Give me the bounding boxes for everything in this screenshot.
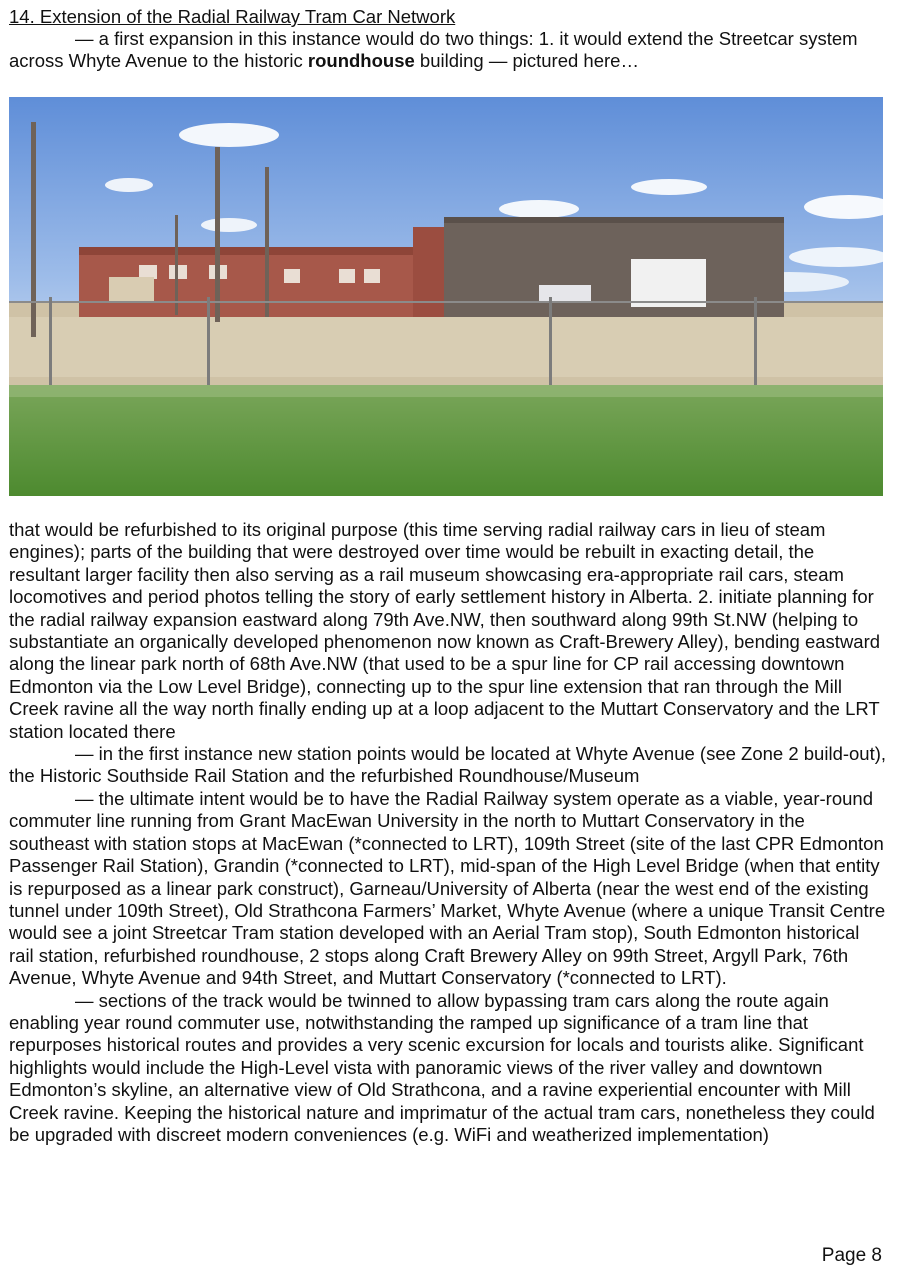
intro-text-end: building — pictured here… <box>414 50 639 72</box>
intro-paragraph <box>9 28 887 73</box>
page-header <box>9 6 887 73</box>
bullet-station-points <box>9 743 889 788</box>
bullet-commuter-line <box>9 788 889 990</box>
page-number: Page 8 <box>821 1245 882 1266</box>
body-text <box>9 519 889 1146</box>
bullet-twinned-track <box>9 990 889 1147</box>
body-paragraph: that would be refurbished to its original purpose (this time serving radial railway cars in lieu of steam engines); parts of the building that were destroyed over time would be rebuilt in exacting detail, the resultant larger facility then also serving as a rail museum showcasing era-appropriate rail cars, steam locomotives and period photos telling the story of early settlement history in Alberta. 2. initiate planning for the radial railway expansion eastward along 79th Ave.NW, then southward along 99th St.NW (helping to substantiate an organically developed phenomenon now known as Craft-Brewery Alley), bending eastward along the linear park north of 68th Ave.NW (that used to be a spur line for CP rail accessing downtown Edmonton via the Low Level Bridge), connecting up to the spur line extension that ran through the Mill Creek ravine all the way north finally ending up at a loop adjacent to the Muttart Conservatory and the LRT station located there <box>9 519 881 742</box>
section-heading: 14. Extension of the Radial Railway Tram Car Network <box>9 6 456 27</box>
bullet-text: — the ultimate intent would be to have the Radial Railway system operate as a viable, year-round commuter line running from Grant MacEwan University in the north to Muttart Conservatory in the southeast with station stops at MacEwan (*connected to LRT), 109th Street (site of the last CPR Edmonton Passenger Rail Station), Grandin (*connected to LRT), mid-span of the High Level Bridge (when that entity is repurposed as a linear park construct), Garneau/University of Alberta (near the west end of the existing tunnel under 109th Street), Old Strathcona Farmers’ Market, Whyte Avenue (where a unique Transit Centre would see a joint Streetcar Tram station developed with an Aerial Tram stop), South Edmonton historical rail station, refurbished roundhouse, 2 stops along Craft Brewery Alley on 99th Street, Argyll Park, 76th Avenue, Whyte Avenue and 94th Street, and Muttart Conservatory (*connected to LRT). <box>9 787 886 989</box>
bullet-text: — sections of the track would be twinned to allow bypassing tram cars along the route again enabling year round commuter use, notwithstanding the ramped up significance of a tram line that repurposes historical routes and provides a very scenic excursion for locals and tourists alike. Significant highlights would include the High-Level vista with panoramic views of the river valley and downtown Edmonton’s skyline, an alternative view of Old Strathcona, and a ravine experiential encounter with Mill Creek ravine. Keeping the historical nature and imprimatur of the actual tram cars, nonetheless they could be upgraded with discreet modern conveniences (e.g. WiFi and weatherized implementation) <box>9 989 875 1145</box>
intro-bold-word: roundhouse <box>307 50 415 72</box>
bullet-text: — in the first instance new station points would be located at Whyte Avenue (see Zone 2 build-out), the Historic Southside Rail Station and the refurbished Roundhouse/Museum <box>9 743 887 787</box>
roundhouse-photo-image <box>9 97 883 496</box>
intro-text: — a first expansion in this instance would do two things: 1. it would extend the Streetcar system across Whyte Avenue to the historic <box>9 28 858 72</box>
roundhouse-photo <box>9 97 883 496</box>
